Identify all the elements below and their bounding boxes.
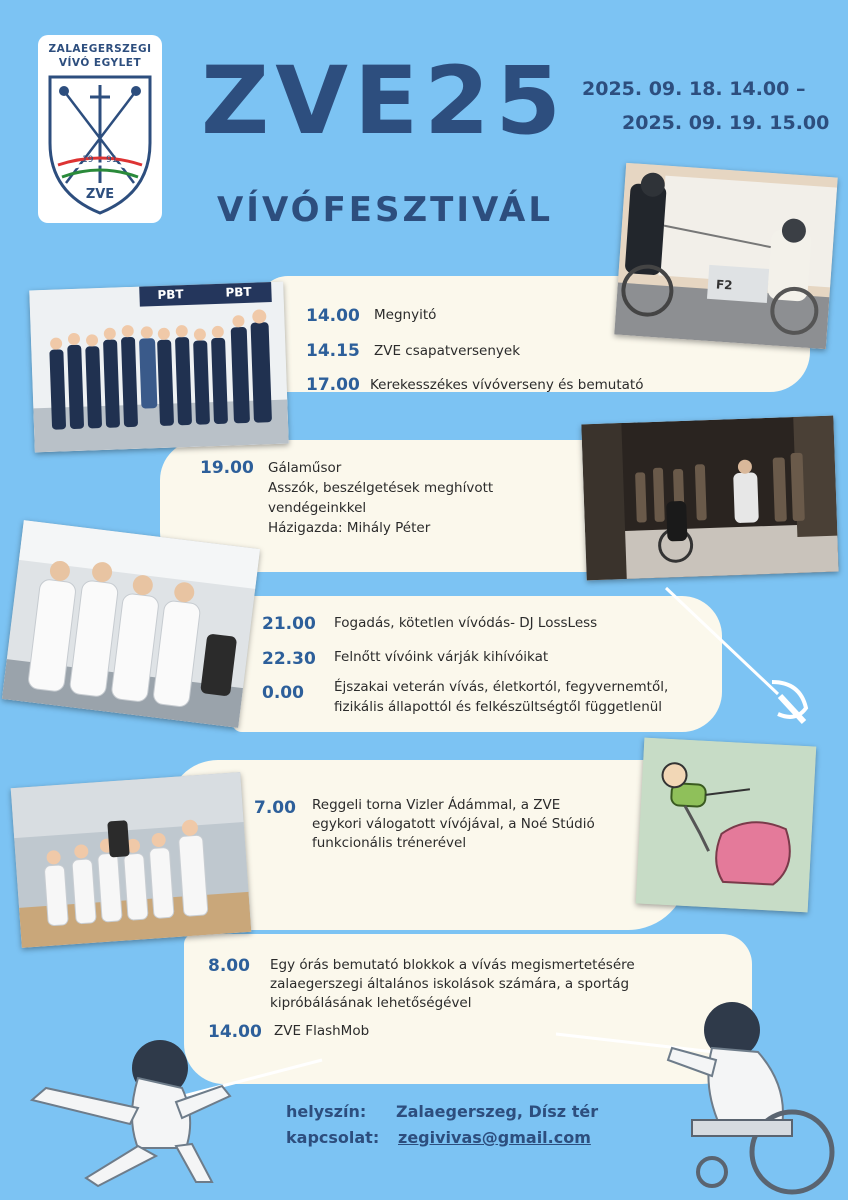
time-1400-flashmob: 14.00 <box>208 1022 262 1042</box>
wheelchair-fencer-icon <box>552 996 842 1196</box>
time-000: 0.00 <box>262 683 304 703</box>
event-morning-workout: Reggeli torna Vizler Ádámmal, a ZVE <box>312 797 561 813</box>
logo-year-left: 19 <box>82 155 94 165</box>
time-2230: 22.30 <box>262 649 316 669</box>
event-school-demo-line-3: kipróbálásának lehetőségével <box>270 995 472 1011</box>
event-adult-challenge: Felnőtt vívóink várják kihívóikat <box>334 649 549 665</box>
event-gala-host: Házigazda: Mihály Péter <box>268 520 431 536</box>
piste-tag: F2 <box>715 277 733 293</box>
location-value: Zalaegerszeg, Dísz tér <box>396 1102 599 1121</box>
event-flashmob: ZVE FlashMob <box>274 1023 370 1039</box>
youth-fencers-photo <box>11 772 252 948</box>
date-line-2: 2025. 09. 19. 15.00 <box>622 112 830 134</box>
event-reception: Fogadás, kötetlen vívódás- DJ LossLess <box>334 615 598 631</box>
logo-top-text: ZALAEGERSZEGI <box>48 43 152 55</box>
time-1700: 17.00 <box>306 375 360 395</box>
time-1400: 14.00 <box>306 306 360 326</box>
location-label: helyszín: <box>286 1102 367 1121</box>
page-subtitle: VÍVÓFESZTIVÁL <box>216 190 553 230</box>
event-opening: Megnyitó <box>374 307 437 323</box>
veteran-fencers-photo <box>2 520 260 728</box>
event-school-demo: Egy órás bemutató blokkok a vívás megismertetésére <box>270 957 635 973</box>
cartoon-illustration <box>636 738 816 913</box>
fencer-left-icon <box>26 1018 326 1188</box>
event-school-demo-line-2: zalaegerszegi általános iskolások számára, a sportág <box>270 976 630 992</box>
page-title: ZVE25 <box>201 47 567 156</box>
time-700: 7.00 <box>254 798 296 818</box>
team-group-photo <box>29 282 288 453</box>
sabre-icon <box>660 582 820 732</box>
photo-banner-right: PBT <box>225 284 252 300</box>
logo-year-right: 91 <box>106 155 118 165</box>
gala-stage-photo <box>581 416 838 581</box>
contact-label: kapcsolat: <box>286 1128 380 1147</box>
logo-sub-text: VÍVÓ EGYLET <box>58 57 142 69</box>
logo-initials: ZVE <box>85 187 115 202</box>
event-gala-title: Gálaműsor <box>268 460 342 476</box>
time-800: 8.00 <box>208 956 250 976</box>
event-night-veteran: Éjszakai veterán vívás, életkortól, fegyvernemtől, <box>334 679 669 695</box>
event-morning-workout-line-2: egykori válogatott vívójával, a Noé Stúdió <box>312 816 595 832</box>
club-logo <box>38 35 162 223</box>
event-morning-workout-line-3: funkcionális trénerével <box>312 835 467 851</box>
date-line-1: 2025. 09. 18. 14.00 – <box>582 78 806 100</box>
event-night-veteran-line-2: fizikális állapottól és felkészültségtől függetlenül <box>334 699 663 715</box>
time-2100: 21.00 <box>262 614 316 634</box>
contact-email-link[interactable]: zegivivas@gmail.com <box>398 1128 591 1147</box>
event-wheelchair-fencing: Kerekesszékes vívóverseny és bemutató <box>370 377 644 393</box>
event-gala-line-2: Asszók, beszélgetések meghívott <box>268 480 494 496</box>
wheelchair-fencing-photo <box>614 163 837 349</box>
event-team-competitions: ZVE csapatversenyek <box>374 343 521 359</box>
time-1415: 14.15 <box>306 341 360 361</box>
event-gala-line-3: vendégeinkkel <box>268 500 367 516</box>
time-1900: 19.00 <box>200 458 254 478</box>
photo-banner-left: PBT <box>157 287 184 303</box>
